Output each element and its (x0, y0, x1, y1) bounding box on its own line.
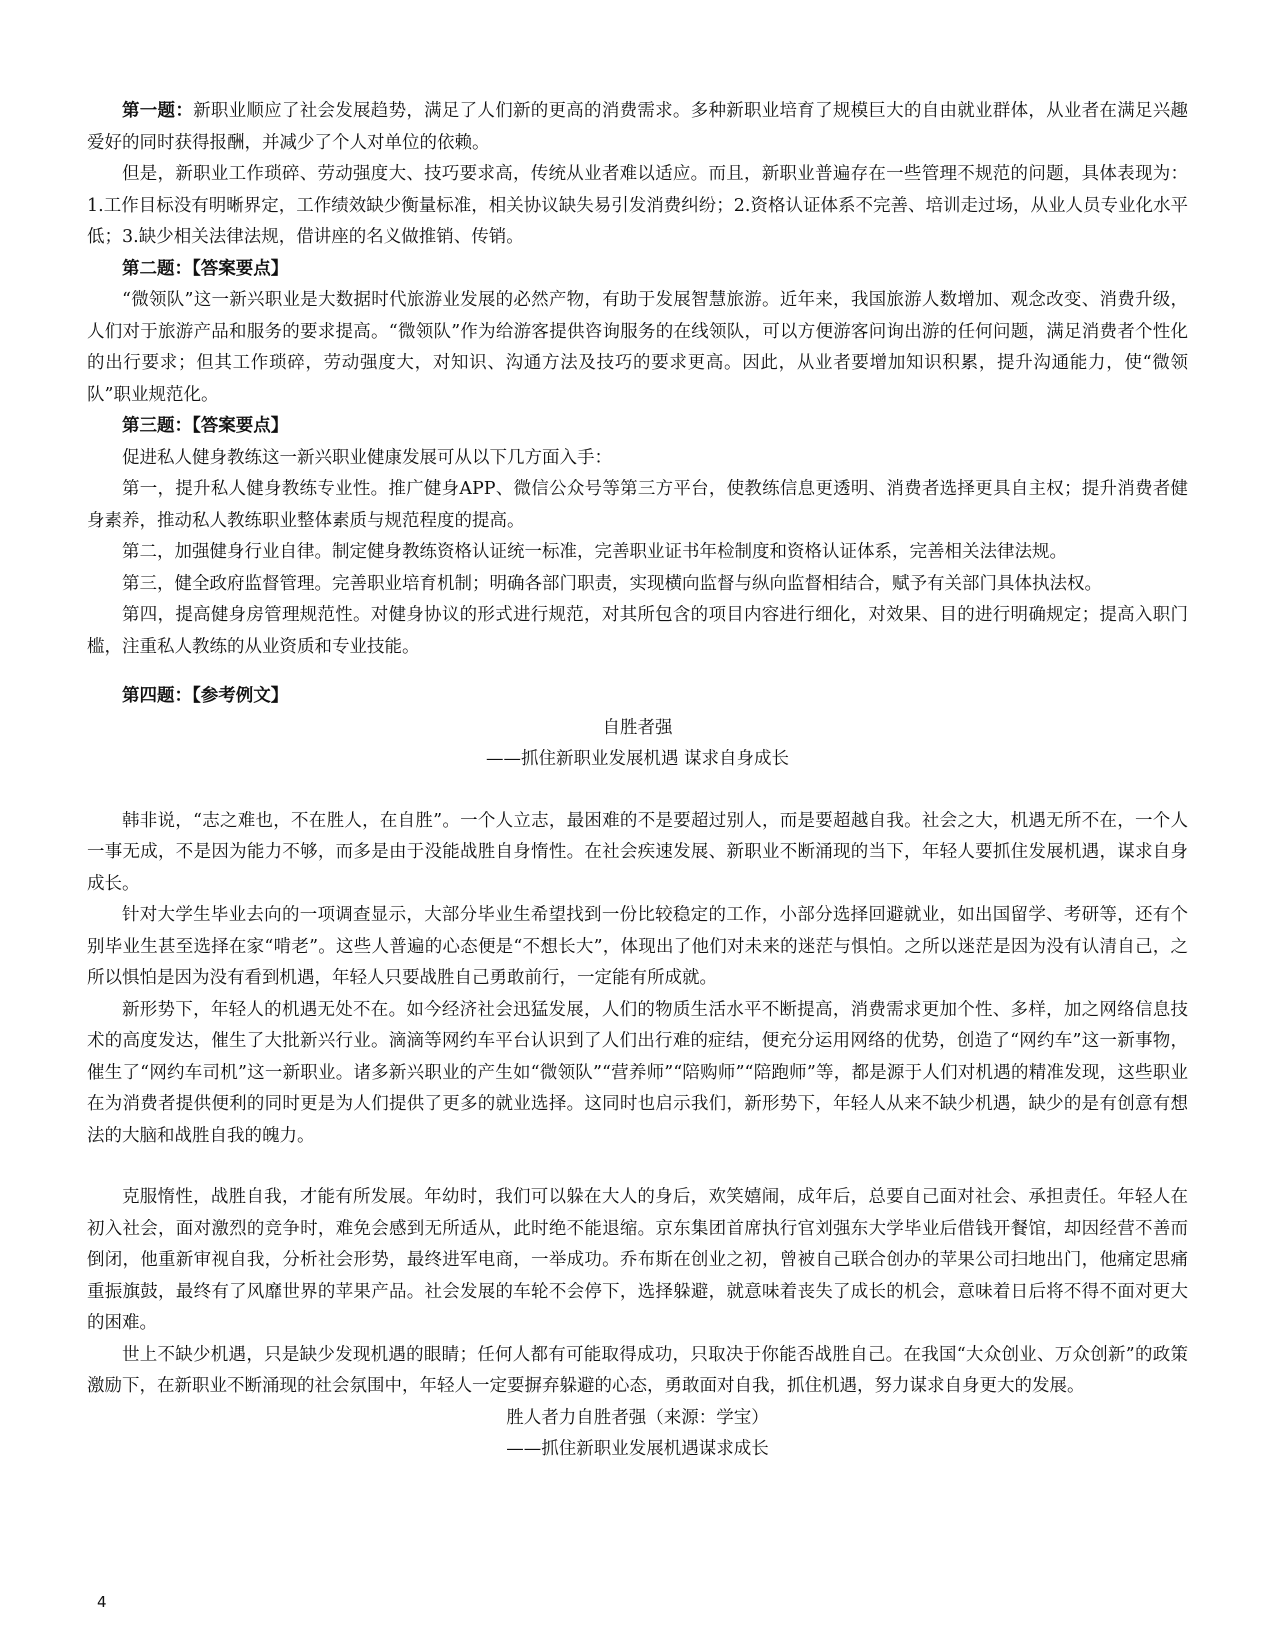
essay-end-title: 胜人者力自胜者强（来源：学宝） (506, 1407, 769, 1428)
spacer (87, 776, 1188, 806)
q1-paragraph-2: 但是，新职业工作琐碎、劳动强度大、技巧要求高，传统从业者难以适应。而且，新职业普遍存在一些管理不规范的问题，具体表现为：1.工作目标没有明晰界定，工作绩效缺少衡量标准，相关协议缺失易引发消费纠纷；2.资格认证体系不完善、培训走过场，从业人员专业化水平低；3.缺少相关法律法规，借讲座的名义做推销、传销。 (87, 164, 1188, 247)
essay-paragraph-1: 韩非说，“志之难也，不在胜人，在自胜”。一个人立志，最困难的不是要超过别人，而是要超越自我。社会之大，机遇无所不在，一个人一事无成，不是因为能力不够，而多是由于没能战胜自身惰性。在社会疾速发展、新职业不断涌现的当下，年轻人要抓住发展机遇，谋求自身成长。 (87, 810, 1188, 894)
essay-title: 自胜者强 (602, 717, 673, 738)
spacer (87, 1152, 1188, 1182)
q3-point-3: 第三，健全政府监督管理。完善职业培育机制；明确各部门职责，实现横向监督与纵向监督相结合，赋予有关部门具体执法权。 (122, 573, 1102, 594)
essay-paragraph-2: 针对大学生毕业去向的一项调查显示，大部分毕业生希望找到一份比较稳定的工作，小部分选择回避就业，如出国留学、考研等，还有个别毕业生甚至选择在家“啃老”。这些人普遍的心态便是“不想长大”，体现出了他们对未来的迷茫与惧怕。之所以迷茫是因为没有认清自己，之所以惧怕是因为没有看到机遇，年轻人只要战胜自己勇敢前行，一定能有所成就。 (87, 905, 1188, 988)
page-number: 4 (97, 1593, 107, 1611)
q3-point-1: 第一，提升私人健身教练专业性。推广健身APP、微信公众号等第三方平台，使教练信息更透明、消费者选择更具自主权；提升消费者健身素养，推动私人教练职业整体素质与规范程度的提高。 (87, 479, 1188, 531)
q3-intro: 促进私人健身教练这一新兴职业健康发展可从以下几方面入手： (122, 447, 612, 468)
document-body (87, 96, 1188, 1466)
q1-text-1: 新职业顺应了社会发展趋势，满足了人们新的更高的消费需求。多种新职业培育了规模巨大的自由就业群体，从业者在满足兴趣爱好的同时获得报酬，并减少了个人对单位的依赖。 (87, 101, 1189, 153)
q4-heading: 第四题：【参考例文】 (122, 686, 289, 706)
q1-label: 第一题： (122, 101, 194, 121)
essay-end-subtitle: ——抓住新职业发展机遇谋求成长 (506, 1439, 769, 1459)
essay-paragraph-5: 世上不缺少机遇，只是缺少发现机遇的眼睛；任何人都有可能取得成功，只取决于你能否战胜自己。在我国“大众创业、万众创新”的政策激励下，在新职业不断涌现的社会氛围中，年轻人一定要摒弃躲避的心态，勇敢面对自我，抓住机遇，努力谋求自身更大的发展。 (87, 1344, 1188, 1396)
q3-point-4: 第四，提高健身房管理规范性。对健身协议的形式进行规范，对其所包含的项目内容进行细化，对效果、目的进行明确规定；提高入职门槛，注重私人教练的从业资质和专业技能。 (87, 605, 1188, 657)
essay-paragraph-4: 克服惰性，战胜自我，才能有所发展。年幼时，我们可以躲在大人的身后，欢笑嬉闹，成年后，总要自己面对社会、承担责任。年轻人在初入社会，面对激烈的竞争时，难免会感到无所适从，此时绝不能退缩。京东集团首席执行官刘强东大学毕业后借钱开餐馆，却因经营不善而倒闭，他重新审视自我，分析社会形势，最终进军电商，一举成功。乔布斯在创业之初，曾被自己联合创办的苹果公司扫地出门，他痛定思痛重振旗鼓，最终有了风靡世界的苹果产品。社会发展的车轮不会停下，选择躲避，就意味着丧失了成长的机会，意味着日后将不得不面对更大的困难。 (87, 1187, 1188, 1333)
essay-subtitle: ——抓住新职业发展机遇 谋求自身成长 (485, 749, 790, 769)
q2-paragraph-1: “微领队”这一新兴职业是大数据时代旅游业发展的必然产物，有助于发展智慧旅游。近年来，我国旅游人数增加、观念改变、消费升级，人们对于旅游产品和服务的要求提高。“微领队”作为给游客提供咨询服务的在线领队，可以方便游客问询出游的任何问题，满足消费者个性化的出行要求；但其工作琐碎，劳动强度大，对知识、沟通方法及技巧的要求更高。因此，从业者要增加知识积累，提升沟通能力，使“微领队”职业规范化。 (87, 290, 1188, 405)
spacer (87, 663, 1188, 681)
q3-point-2: 第二，加强健身行业自律。制定健身教练资格认证统一标准，完善职业证书年检制度和资格认证体系，完善相关法律法规。 (122, 542, 1067, 562)
essay-paragraph-3: 新形势下，年轻人的机遇无处不在。如今经济社会迅猛发展，人们的物质生活水平不断提高，消费需求更加个性、多样，加之网络信息技术的高度发达，催生了大批新兴行业。滴滴等网约车平台认识到了人们出行难的症结，便充分运用网络的优势，创造了“网约车”这一新事物，催生了“网约车司机”这一新职业。诸多新兴职业的产生如“微领队”“营养师”“陪购师”“陪跑师”等，都是源于人们对机遇的精准发现，这些职业在为消费者提供便利的同时更是为人们提供了更多的就业选择。这同时也启示我们，新形势下，年轻人从来不缺少机遇，缺少的是有创意有想法的大脑和战胜自我的魄力。 (87, 999, 1188, 1146)
q1-paragraph-1 (87, 96, 1188, 159)
q2-heading: 第二题：【答案要点】 (122, 258, 289, 279)
q3-heading: 第三题：【答案要点】 (122, 416, 289, 436)
